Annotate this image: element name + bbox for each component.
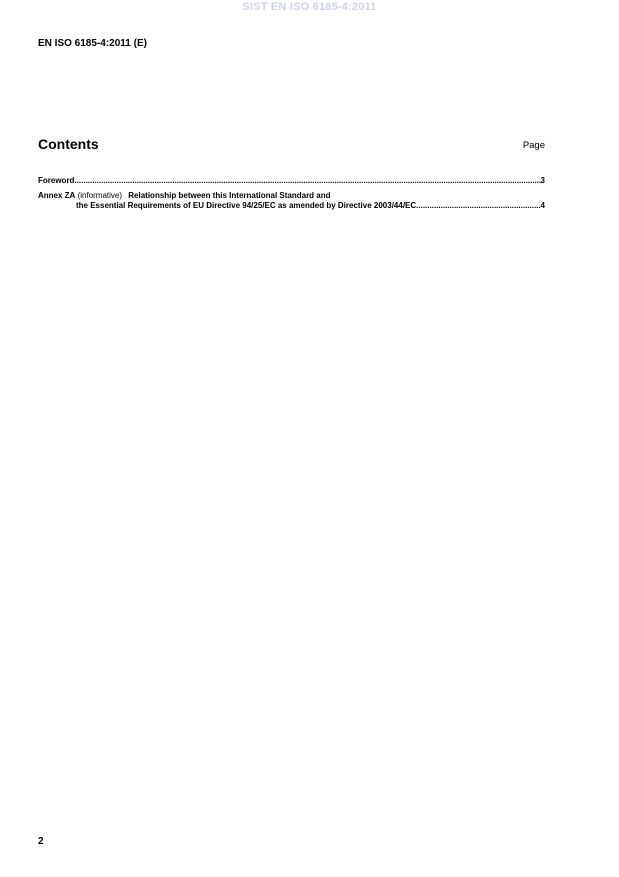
document-header: EN ISO 6185-4:2011 (E) <box>38 38 147 49</box>
toc-entry-title: Foreword <box>38 176 75 185</box>
annex-qualifier: (informative) <box>77 191 123 200</box>
toc-entry-annex-za[interactable] <box>38 191 545 211</box>
toc-line <box>38 176 545 186</box>
toc-leader-dots <box>74 176 540 186</box>
toc-entry-page: 3 <box>540 176 545 185</box>
page-column-label: Page <box>522 140 545 151</box>
annex-title-line1: Relationship between this International Standard and <box>128 191 331 200</box>
toc-entry-page: 4 <box>540 201 545 210</box>
toc-line <box>38 191 545 201</box>
table-of-contents <box>38 176 545 216</box>
annex-title-line2: the Essential Requirements of EU Directive 94/25/EC as amended by Directive 2003/44/EC <box>76 201 417 210</box>
page-number: 2 <box>38 836 44 847</box>
contents-heading: Contents <box>38 136 99 152</box>
toc-entry-foreword[interactable] <box>38 176 545 186</box>
watermark: SIST EN ISO 6185-4:2011 <box>242 1 377 13</box>
toc-leader-dots <box>416 201 540 211</box>
annex-label: Annex ZA <box>38 191 76 200</box>
toc-line <box>38 201 545 211</box>
